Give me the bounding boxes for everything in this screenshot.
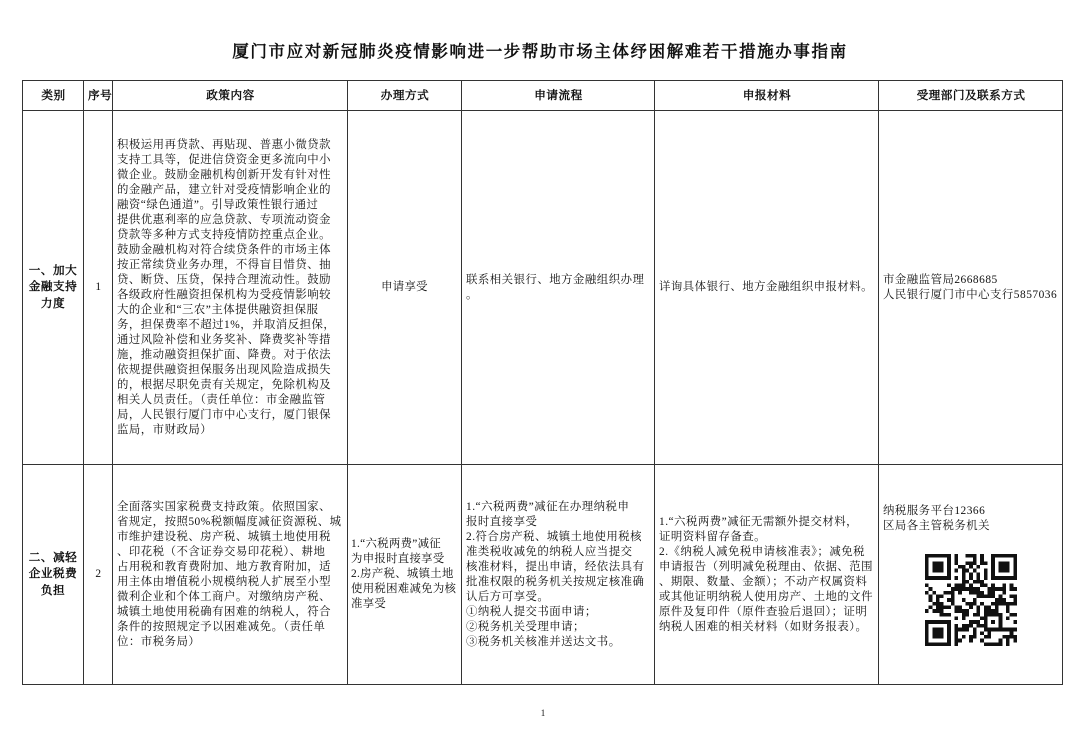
policy-content-cell <box>113 111 348 465</box>
guide-table <box>22 80 1063 685</box>
policy-content-line: 的金融产品，建立针对受疫情影响企业的 <box>117 183 332 196</box>
required-materials-line: 1.“六税两费”减征无需额外提交材料， <box>659 515 859 528</box>
contact-line: 人民银行厦门市中心支行5857036 <box>883 288 1058 301</box>
table-row <box>23 111 1063 465</box>
policy-content-line: 城镇土地使用税确有困难的纳税人，符合 <box>117 605 332 618</box>
table-header-row <box>23 81 1063 111</box>
handling-method-line: 申请享受 <box>381 281 428 293</box>
policy-content-line: 省规定，按照50%税额幅度减征资源税、城 <box>117 515 342 528</box>
policy-content-cell <box>113 465 348 685</box>
table-row <box>23 465 1063 685</box>
policy-content-line: 贷、断贷、压贷，保持合理流动性。鼓励 <box>117 273 332 286</box>
policy-content-line: 贷款等多种方式支持疫情防控重点企业。 <box>117 228 332 241</box>
required-materials-cell <box>655 111 879 465</box>
application-process-line: ②税务机关受理申请； <box>466 620 585 633</box>
category-line: 力度 <box>40 296 66 310</box>
handling-method-line: 为申报时直接享受 <box>351 553 445 565</box>
policy-content-line: 积极运用再贷款、再贴现、普惠小微贷款 <box>117 138 332 151</box>
contact-cell <box>879 111 1063 465</box>
policy-content-line: 微利企业和个体工商户。对缴纳房产税、 <box>117 590 332 603</box>
policy-content-line: 监局，市财政局） <box>117 423 213 436</box>
application-process-cell <box>462 465 655 685</box>
policy-content-line: 大的企业和“三农”主体提供融资担保服 <box>117 303 319 316</box>
category-line: 负担 <box>40 583 66 597</box>
category-line: 金融支持 <box>28 280 78 294</box>
policy-content-line: 各级政府性融资担保机构为受疫情影响较 <box>117 288 332 301</box>
header-policy-content: 政策内容 <box>113 81 348 111</box>
application-process-line: 报时直接享受 <box>466 515 538 528</box>
handling-method-cell <box>348 111 462 465</box>
policy-content-line: 用主体由增值税小规模纳税人扩展至小型 <box>117 575 332 588</box>
index-cell: 1 <box>84 111 113 465</box>
application-process-line: ①纳税人提交书面申请； <box>466 605 597 618</box>
policy-content-line: 按正常续贷业务办理，不得盲目惜贷、抽 <box>117 258 332 271</box>
required-materials-line: 或其他证明纳税人使用房产、土地的文件 <box>659 590 874 603</box>
qr-code-icon <box>925 554 1017 646</box>
category-line: 二、减轻 <box>28 550 78 564</box>
contact-line: 纳税服务平台12366 <box>883 504 986 517</box>
contact-line: 区局各主管税务机关 <box>883 519 991 532</box>
required-materials-line: 申请报告（列明减免税理由、依据、范围 <box>659 560 874 573</box>
required-materials-line: 纳税人困难的相关材料（如财务报表）。 <box>659 620 868 633</box>
required-materials-line: 详询具体银行、地方金融组织申报材料。 <box>659 281 874 293</box>
policy-content-line: 条件的按照规定予以困难减免。（责任单 <box>117 620 326 633</box>
policy-content-line: 全面落实国家税费支持政策。依照国家、 <box>117 500 332 513</box>
index-cell: 2 <box>84 465 113 685</box>
policy-content-line: 施，推动融资担保扩面、降费。对于依法 <box>117 348 332 361</box>
policy-content-line: 支持工具等，促进信贷资金更多流向中小 <box>117 153 332 166</box>
policy-content-line: 市维护建设税、房产税、城镇土地使用税 <box>117 530 332 543</box>
header-handling-method: 办理方式 <box>348 81 462 111</box>
required-materials-line: 原件及复印件（原件查验后退回）；证明 <box>659 605 868 618</box>
application-process-line: 1.“六税两费”减征在办理纳税申 <box>466 500 630 513</box>
application-process-line: 批准权限的税务机关按规定核准确 <box>466 575 645 588</box>
handling-method-line: 使用税困难减免为核 <box>351 583 457 595</box>
policy-content-line: 、印花税（不含证券交易印花税）、耕地 <box>117 545 326 558</box>
handling-method-line: 准享受 <box>351 598 387 610</box>
application-process-line: 2.符合房产税、城镇土地使用税核 <box>466 530 643 543</box>
policy-content-line: 占用税和教育费附加、地方教育附加，适 <box>117 560 332 573</box>
required-materials-cell <box>655 465 879 685</box>
application-process-line: 准类税收减免的纳税人应当提交 <box>466 545 633 558</box>
header-contact: 受理部门及联系方式 <box>879 81 1063 111</box>
required-materials-line: 2.《纳税人减免税申请核准表》；减免税 <box>659 545 865 558</box>
policy-content-line: 位：市税务局） <box>117 635 201 648</box>
policy-content-line: 融资“绿色通道”。引导政策性银行通过 <box>117 198 319 211</box>
category-cell <box>23 465 84 685</box>
application-process-line: 认后方可享受。 <box>466 590 550 603</box>
policy-content-line: 局，人民银行厦门市中心支行，厦门银保 <box>117 408 332 421</box>
policy-content-line: 相关人员责任。（责任单位：市金融监管 <box>117 393 326 406</box>
policy-content-line: 务，担保费率不超过1%，并取消反担保， <box>117 318 336 331</box>
required-materials-line: 、期限、数量、金额）；不动产权属资料 <box>659 575 868 588</box>
contact-lines <box>883 504 1059 534</box>
category-cell <box>23 111 84 465</box>
handling-method-line: 2.房产税、城镇土地 <box>351 568 454 580</box>
header-required-materials: 申报材料 <box>655 81 879 111</box>
category-line: 一、加大 <box>28 263 78 277</box>
application-process-cell <box>462 111 655 465</box>
page-number: 1 <box>540 708 546 718</box>
application-process-line: 核准材料，提出申请，经依法具有 <box>466 560 645 573</box>
contact-line: 市金融监管局2668685 <box>883 273 998 286</box>
application-process-line: 联系相关银行、地方金融组织办理 <box>466 273 645 286</box>
policy-content-line: 的，根据尽职免责有关规定，免除机构及 <box>117 378 332 391</box>
handling-method-line: 1.“六税两费”减征 <box>351 538 441 550</box>
header-application-process: 申请流程 <box>462 81 655 111</box>
handling-method-cell <box>348 465 462 685</box>
application-process-line: 。 <box>466 288 478 301</box>
policy-content-line: 依规提供融资担保服务出现风险造成损失 <box>117 363 332 376</box>
policy-content-line: 通过风险补偿和业务奖补、降费奖补等措 <box>117 333 332 346</box>
header-index: 序号 <box>84 81 113 111</box>
policy-content-line: 鼓励金融机构对符合续贷条件的市场主体 <box>117 243 332 256</box>
required-materials-line: 证明资料留存备查。 <box>659 530 767 543</box>
category-line: 企业税费 <box>28 567 78 581</box>
policy-content-line: 微企业。鼓励金融机构创新开发有针对性 <box>117 168 332 181</box>
header-category: 类别 <box>23 81 84 111</box>
application-process-line: ③税务机关核准并送达文书。 <box>466 635 621 648</box>
policy-content-line: 提供优惠利率的应急贷款、专项流动资金 <box>117 213 332 226</box>
contact-cell <box>879 465 1063 685</box>
document-title: 厦门市应对新冠肺炎疫情影响进一步帮助市场主体纾困解难若干措施办事指南 <box>232 42 848 61</box>
